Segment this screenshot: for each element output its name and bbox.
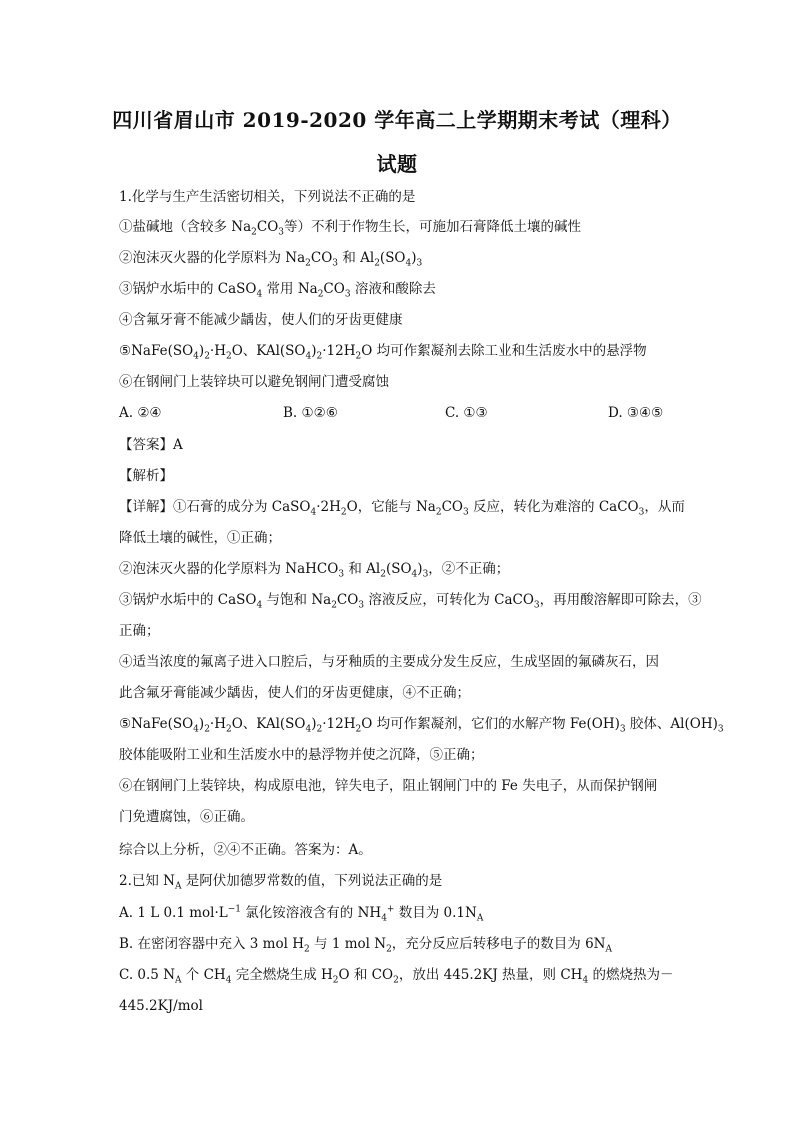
q1-option-a: A. ②④ — [119, 405, 162, 421]
q1-option-c: C. ①③ — [445, 405, 488, 421]
q1-statement-3: ③锅炉水垢中的 CaSO$_4$ 常用 $Na_2CO_3$ 溶液和酸除去 — [119, 281, 436, 300]
q2-stem: 2.已知 $N_A$ 是阿伏加德罗常数的值，下列说法正确的是 — [119, 873, 443, 892]
q1-analysis-heading: 【解析】 — [119, 468, 173, 484]
q1-stem: 1.化学与生产生活密切相关，下列说法不正确的是 — [119, 189, 416, 205]
q1-statement-2: ②泡沫灭火器的化学原料为 $Na_2CO_3$ 和 $Al_2(SO_4)_3$ — [119, 250, 423, 269]
document-subtitle: 试题 — [376, 152, 418, 176]
q1-detail-6a: ⑥在钢闸门上装锌块，构成原电池，锌失电子，阻止钢闸门中的 Fe 失电子，从而保护钢闸 — [119, 778, 658, 794]
q2-option-c-cont: 445.2KJ/mol — [119, 998, 203, 1014]
q2-option-b: B. 在密闭容器中充入 3 mol $H_2$ 与 1 mol $N_2$，充分反应后转移电子的数目为 $6N_A$ — [119, 936, 612, 955]
q1-option-b: B. ①②⑥ — [283, 405, 338, 421]
q1-answer: 【答案】A — [119, 437, 183, 453]
document-title: 四川省眉山市 2019-2020 学年高二上学期期末考试（理科） — [112, 108, 682, 132]
q1-detail-4b: 此含氟牙膏能减少龋齿，使人们的牙齿更健康，④不正确； — [119, 685, 470, 701]
q1-detail-1b: 降低土壤的碱性，①正确； — [119, 530, 281, 546]
q1-statement-5: $⑤NaFe(SO_4)_2\cdot H_2O$、$KAl(SO_4)_2\cdot 12H_2O$ 均可作絮凝剂去除工业和生活废水中的悬浮物 — [119, 343, 647, 362]
q1-statement-1: ①盐碱地（含较多 $Na_2CO_3$等）不利于作物生长，可施加石膏降低土壤的碱性 — [119, 219, 582, 238]
q1-detail-4a: ④适当浓度的氟离子进入口腔后，与牙釉质的主要成分发生反应，生成坚固的氟磷灰石，因 — [119, 654, 659, 670]
q1-option-d: D. ③④⑤ — [608, 405, 664, 421]
q1-summary: 综合以上分析，②④不正确。答案为：A。 — [119, 842, 372, 858]
q1-statement-6: ⑥在钢闸门上装锌块可以避免钢闸门遭受腐蚀 — [119, 374, 389, 390]
q1-detail-1a: 【详解】①石膏的成分为 $CaSO_4\cdot 2H_2O$，它能与 $Na_2CO_3$ 反应，转化为难溶的 CaCO$_3$，从而 — [119, 499, 685, 518]
q1-statement-4: ④含氟牙膏不能减少龋齿，使人们的牙齿更健康 — [119, 312, 403, 328]
q2-option-c: C. 0.5 $N_A$ 个 $CH_4$ 完全燃烧生成 $H_2O$ 和 $CO_2$，放出 445.2KJ 热量，则 $CH_4$ 的燃烧热为－ — [119, 967, 674, 986]
q1-detail-3a: ③锅炉水垢中的 CaSO$_4$ 与饱和 $Na_2CO_3$ 溶液反应，可转化为 CaCO$_3$，再用酸溶解即可除去，③ — [119, 592, 702, 611]
q1-detail-3b: 正确； — [119, 623, 160, 639]
q1-detail-5b: 胶体能吸附工业和生活废水中的悬浮物并使之沉降，⑤正确； — [119, 747, 484, 763]
q1-detail-6b: 门免遭腐蚀，⑥正确。 — [119, 809, 254, 825]
q1-detail-5a: $⑤NaFe(SO_4)_2\cdot H_2O$、$KAl(SO_4)_2\cdot 12H_2O$ 均可作絮凝剂，它们的水解产物 $Fe(OH)_3$ 胶体、$Al(OH)_3$ — [119, 716, 724, 735]
q2-option-a: A. 1 L 0.1 $mol\cdot L^{-1}$ 氯化铵溶液含有的 $NH_4^+$ 数目为 $0.1N_A$ — [119, 904, 484, 924]
q1-detail-2: ②泡沫灭火器的化学原料为 NaHCO$_3$ 和 $Al_2(SO_4)_3$，②不正确； — [119, 561, 510, 580]
